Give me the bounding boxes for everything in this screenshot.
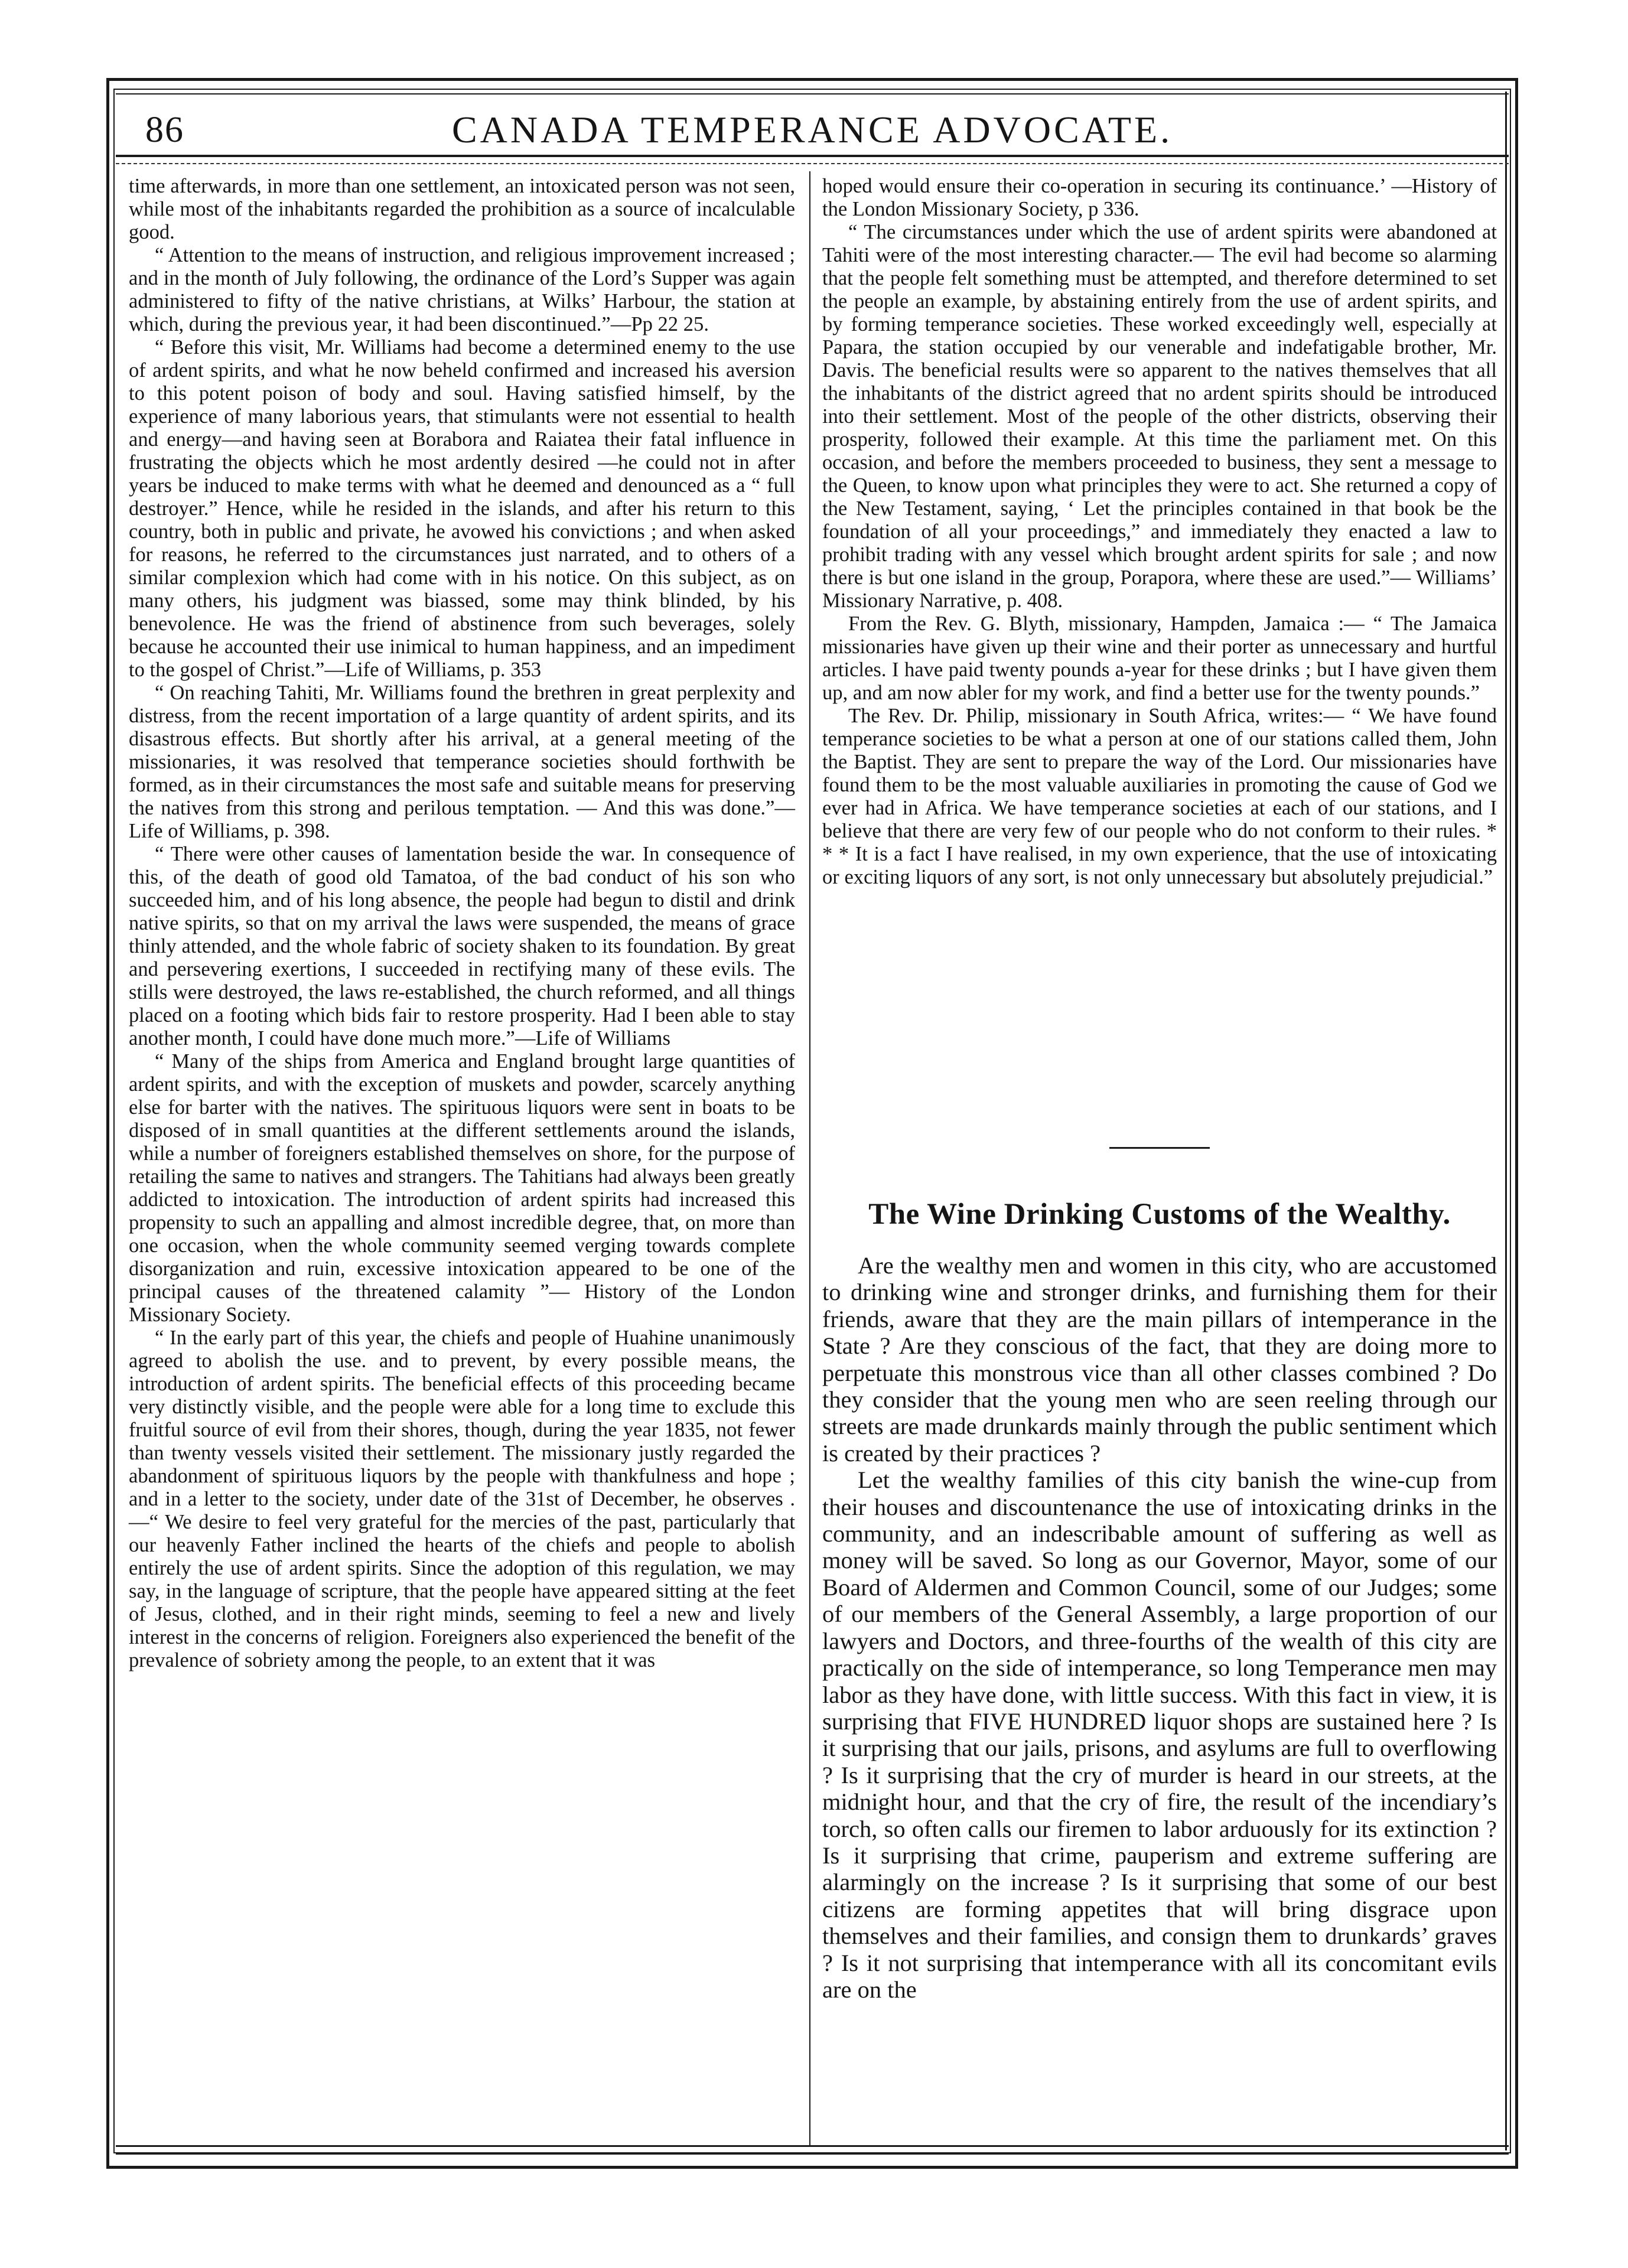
header-dashed-rule [116, 163, 1509, 164]
right-column-top [822, 175, 1497, 889]
article-body [822, 1252, 1497, 2003]
article-title: The Wine Drinking Customs of the Wealthy. [868, 1198, 1451, 1231]
right-paragraph-4: The Rev. Dr. Philip, missionary in South Africa, writes:— “ We have found temperance societies to be what a person at one of our stations called them, John the Baptist. They are sent to prepare the way of the Lord. Our missionaries have found them to be the most valuable auxiliaries in promoting the cause of God we ever had in Africa. We have temperance societies at each of our stations, and I believe that there are very few of our people who do not conform to their rules. * * * It is a fact I have realised, in my own experience, that the use of intoxicating or exciting liquors of any sort, is not only unnecessary but absolutely prejudicial.” [822, 705, 1497, 888]
section-divider [1109, 1147, 1210, 1149]
left-paragraph-2: “ Attention to the means of instruction, and religious improvement increased ; and in the month of July following, the ordinance of the Lord’s Supper was again administered to fifty of the native christians, at Wilks’ Harbour, the station at which, during the previous year, it had been discontinued.”—Pp 22 25. [129, 244, 795, 335]
footer-rule-thin [116, 2153, 1509, 2155]
left-paragraph-3: “ Before this visit, Mr. Williams had become a determined enemy to the use of ardent spirits, and what he now beheld confirmed and increased his aversion to this potent poison of body and soul. Having satisfied himself, by the experience of many laborious years, that stimulants were not essential to health and energy—and having seen at Borabora and Raiatea their fatal influence in frustrating the objects which he most ardently desired —he could not in after years be induced to make terms with what he deemed and denounced as a “ full destroyer.” Hence, while he resided in the islands, and after his return to this country, both in public and private, he avowed his convictions ; and when asked for reasons, he referred to the circumstances just narrated, and to others of a similar complexion which had come with in his notice. On this subject, as on many others, his judgment was biassed, some may think blinded, by his benevolence. He was the friend of abstinence from such beverages, solely because he accounted their use inimical to human happiness, and an impediment to the gospel of Christ.”—Life of Williams, p. 353 [129, 336, 795, 681]
left-paragraph-5: “ There were other causes of lamentation beside the war. In consequence of this, of the death of good old Tamatoa, of the bad conduct of his son who succeeded him, and of his long absence, the people had begun to distil and drink native spirits, so that on my arrival the laws were suspended, the means of grace thinly attended, and the whole fabric of society shaken to its foundation. By great and persevering exertions, I succeeded in rectifying many of these evils. The stills were destroyed, the laws re-established, the church reformed, and all things placed on a footing which bids fair to restore prosperity. Had I been able to stay another month, I could have done much more.”—Life of Williams [129, 843, 795, 1050]
article-paragraph-1: Are the wealthy men and women in this city, who are accustomed to drinking wine and stronger drinks, and furnishing them for their friends, aware that they are the main pillars of intemperance in the State ? Are they conscious of the fact, that they are doing more to perpetuate this monstrous vice than all other classes combined ? Do they consider that the young men who are seen reeling through our streets are made drunkards mainly through the public sentiment which is created by their practices ? [822, 1252, 1497, 1467]
header-bottom-rule [116, 155, 1509, 157]
left-paragraph-6: “ Many of the ships from America and England brought large quantities of ardent spirits, and with the exception of muskets and powder, scarcely anything else for barter with the natives. The spirituous liquors were sent in boats to be disposed of in small quantities at the different settlements around the islands, while a number of foreigners established themselves on shore, for the purpose of retailing the same to natives and strangers. The Tahitians had always been greatly addicted to intoxication. The introduction of ardent spirits had increased this propensity to such an appalling and almost incredible degree, that, on more than one occasion, when the whole community seemed verging towards complete disorganization and ruin, excessive intoxication appeared to be one of the principal causes of the threatened calamity ”— History of the London Missionary Society. [129, 1050, 795, 1326]
footer-rule-thick [116, 2145, 1509, 2147]
right-paragraph-3: From the Rev. G. Blyth, missionary, Hampden, Jamaica :— “ The Jamaica missionaries have given up their wine and their porter as unnecessary and hurtful articles. I have paid twenty pounds a-year for these drinks ; but I have given them up, and am now abler for my work, and find a better use for the twenty pounds.” [822, 612, 1497, 704]
left-paragraph-4: “ On reaching Tahiti, Mr. Williams found the brethren in great perplexity and distress, from the recent importation of a large quantity of ardent spirits, and its disastrous effects. But shortly after his arrival, at a general meeting of the missionaries, it was resolved that temperance societies should forthwith be formed, as in their circumstances the most safe and suitable means for preserving the natives from this strong and perilous temptation. — And this was done.”—Life of Williams, p. 398. [129, 682, 795, 842]
page-title: CANADA TEMPERANCE ADVOCATE. [451, 109, 1173, 151]
left-column [129, 175, 795, 1672]
article-paragraph-2: Let the wealthy families of this city banish the wine-cup from their houses and discountenance the use of intoxicating drinks in the community, and an indescribable amount of suffering as well as money will be saved. So long as our Governor, Mayor, some of our Board of Aldermen and Common Council, some of our Judges; some of our members of the General Assembly, a large proportion of our lawyers and Doctors, and three-fourths of the wealth of this city are practically on the side of intemperance, so long Temperance men may labor as they have done, with little success. With this fact in view, it is surprising that FIVE HUNDRED liquor shops are sustained here ? Is it surprising that our jails, prisons, and asylums are full to overflowing ? Is it surprising that the cry of murder is heard in our streets, at the midnight hour, and that the cry of fire, the result of the incendiary’s torch, so often calls our firemen to labor arduously for its extinction ? Is it surprising that crime, pauperism and extreme suffering are alarmingly on the increase ? Is it surprising that some of our best citizens are forming appetites that will bring disgrace upon themselves and their families, and consign them to drunkards’ graves ? Is it not surprising that intemperance with all its concomitant evils are on the [822, 1467, 1497, 2003]
right-paragraph-1: hoped would ensure their co-operation in securing its continuance.’ —History of the London Missionary Society, p 336. [822, 175, 1497, 220]
right-paragraph-2: “ The circumstances under which the use of ardent spirits were abandoned at Tahiti were of the most interesting character.— The evil had become so alarming that the people felt something must be attempted, and therefore determined to set the people an example, by abstaining entirely from the use of ardent spirits, and by forming temperance societies. These worked exceedingly well, especially at Papara, the station occupied by our venerable and indefatigable brother, Mr. Davis. The beneficial results were so apparent to the natives themselves that all the inhabitants of the district agreed that no ardent spirits should be introduced into their settlement. Most of the people of the other districts, observing their prosperity, followed their example. At this time the parliament met. On this occasion, and before the members proceeded to business, they sent a message to the Queen, to know upon what principles they were to act. She returned a copy of the New Testament, saying, ‘ Let the principles contained in that book be the foundation of all your proceedings,” and immediately they enacted a law to prohibit trading with any vessel which brought ardent spirits for sale ; and now there is but one island in the group, Porapora, where these are used.”— Williams’ Missionary Narrative, p. 408. [822, 221, 1497, 612]
page-border-right-rule [1505, 92, 1507, 2150]
left-paragraph-7: “ In the early part of this year, the chiefs and people of Huahine unanimously agreed to abolish the use. and to prevent, by every possible means, the introduction of ardent spirits. The beneficial effects of this proceeding became very distinctly visible, and the people were able for a long time to exclude this fruitful source of evil from their shores, though, during the year 1835, not fewer than twenty vessels visited their settlement. The missionary justly regarded the abandonment of spirituous liquors by the people with thankfulness and hope ; and in a letter to the society, under date of the 31st of December, he observes .—“ We desire to feel very grateful for the mercies of the past, particularly that our heavenly Father inclined the hearts of the chiefs and people to abolish entirely the use of ardent spirits. Since the adoption of this regulation, we may say, in the language of scripture, that the people have appeared sitting at the feet of Jesus, clothed, and in their right minds, seeming to feel a new and lively interest in the concerns of religion. Foreigners also experienced the benefit of the prevalence of sobriety among the people, to an extent that it was [129, 1327, 795, 1671]
page-number: 86 [145, 110, 184, 150]
column-divider [809, 171, 810, 2145]
left-paragraph-1: time afterwards, in more than one settlement, an intoxicated person was not seen, while most of the inhabitants regarded the prohibition as a source of incalculable good. [129, 175, 795, 243]
header-top-rule [116, 93, 1509, 94]
